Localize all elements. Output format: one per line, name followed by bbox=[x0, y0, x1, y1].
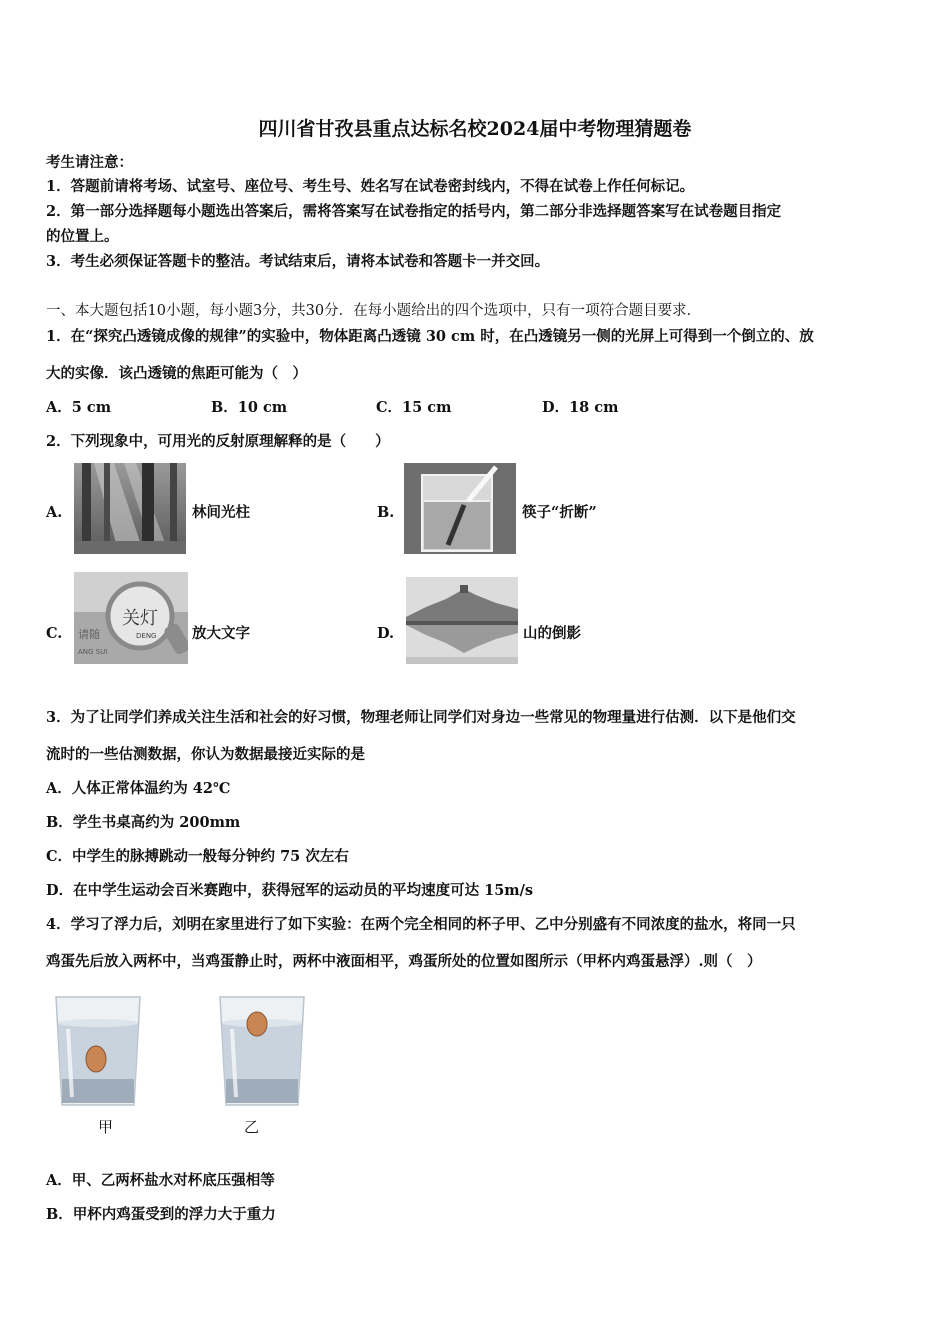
q4-line-2: 鸡蛋先后放入两杯中，当鸡蛋静止时，两杯中液面相平，鸡蛋所处的位置如图所示（甲杯内鸡蛋悬浮）.则（ ） bbox=[46, 953, 762, 970]
notice-item-2: 2．第一部分选择题每小题选出答案后，需将答案写在试卷指定的括号内，第二部分非选择题答案写在试卷题目指定 bbox=[46, 203, 782, 220]
q1-option-c[interactable]: C．15 cm bbox=[376, 399, 452, 416]
q3-option-a[interactable]: A．人体正常体温约为 42℃ bbox=[46, 780, 231, 797]
q1-option-d[interactable]: D．18 cm bbox=[542, 399, 619, 416]
q2-caption-a: 林间光柱 bbox=[192, 504, 250, 521]
q2-option-c-letter[interactable]: C. bbox=[46, 625, 63, 642]
magnifier-text-1: 请随 bbox=[78, 628, 100, 641]
cup-yi-image bbox=[218, 993, 306, 1107]
notice-item-3: 3．考生必须保证答题卡的整洁。考试结束后，请将本试卷和答题卡一并交回。 bbox=[46, 253, 550, 270]
q2-caption-d: 山的倒影 bbox=[523, 625, 581, 642]
q2-option-b-letter[interactable]: B. bbox=[377, 504, 395, 521]
magnifier-text-4: DENG bbox=[136, 632, 157, 640]
cup-jia-label: 甲 bbox=[98, 1118, 114, 1136]
mountain-reflection-image bbox=[406, 577, 518, 664]
q1-line-1: 1．在“探究凸透镜成像的规律”的实验中，物体距离凸透镜 30 cm 时，在凸透镜另一侧的光屏上可得到一个倒立的、放 bbox=[46, 328, 814, 345]
magnifier-image bbox=[74, 572, 188, 664]
q2-option-a-letter[interactable]: A. bbox=[46, 504, 63, 521]
q4-line-1: 4．学习了浮力后，刘明在家里进行了如下实验：在两个完全相同的杯子甲、乙中分别盛有不同浓度的盐水，将同一只 bbox=[46, 916, 796, 933]
q1-option-a[interactable]: A．5 cm bbox=[46, 399, 112, 416]
notice-heading: 考生请注意： bbox=[46, 154, 133, 171]
exam-title: 四川省甘孜县重点达标名校2024届中考物理猜题卷 bbox=[258, 118, 692, 140]
q4-option-a[interactable]: A．甲、乙两杯盐水对杯底压强相等 bbox=[46, 1172, 275, 1189]
q2-caption-b: 筷子“折断” bbox=[522, 504, 597, 521]
q1-option-b[interactable]: B．10 cm bbox=[211, 399, 288, 416]
magnifier-text-3: ANG SUI bbox=[78, 648, 108, 656]
q2-option-d-letter[interactable]: D. bbox=[377, 625, 395, 642]
q3-option-d[interactable]: D．在中学生运动会百米赛跑中，获得冠军的运动员的平均速度可达 15m/s bbox=[46, 882, 534, 899]
section-heading: 一、本大题包括10小题，每小题3分，共30分．在每小题给出的四个选项中，只有一项符合题目要求． bbox=[46, 303, 702, 319]
notice-item-2-cont: 的位置上。 bbox=[46, 228, 119, 245]
q1-line-2: 大的实像．该凸透镜的焦距可能为（ ） bbox=[46, 365, 307, 382]
chopstick-glass-image bbox=[404, 463, 516, 554]
q3-line-1: 3．为了让同学们养成关注生活和社会的好习惯，物理老师让同学们对身边一些常见的物理量进行估测．以下是他们交 bbox=[46, 709, 796, 726]
q3-option-c[interactable]: C．中学生的脉搏跳动一般每分钟约 75 次左右 bbox=[46, 848, 349, 865]
cup-yi-label: 乙 bbox=[244, 1118, 260, 1136]
q2-stem: 2．下列现象中，可用光的反射原理解释的是（ ） bbox=[46, 433, 390, 450]
cup-jia-image bbox=[54, 993, 142, 1107]
magnifier-text-2: 关灯 bbox=[122, 608, 158, 629]
notice-item-1: 1．答题前请将考场、试室号、座位号、考生号、姓名写在试卷密封线内，不得在试卷上作任何标记。 bbox=[46, 178, 695, 195]
q3-line-2: 流时的一些估测数据，你认为数据最接近实际的是 bbox=[46, 746, 365, 763]
q4-option-b[interactable]: B．甲杯内鸡蛋受到的浮力大于重力 bbox=[46, 1206, 276, 1223]
q2-caption-c: 放大文字 bbox=[192, 625, 250, 642]
forest-light-image bbox=[74, 463, 186, 554]
q3-option-b[interactable]: B．学生书桌高约为 200mm bbox=[46, 814, 241, 831]
